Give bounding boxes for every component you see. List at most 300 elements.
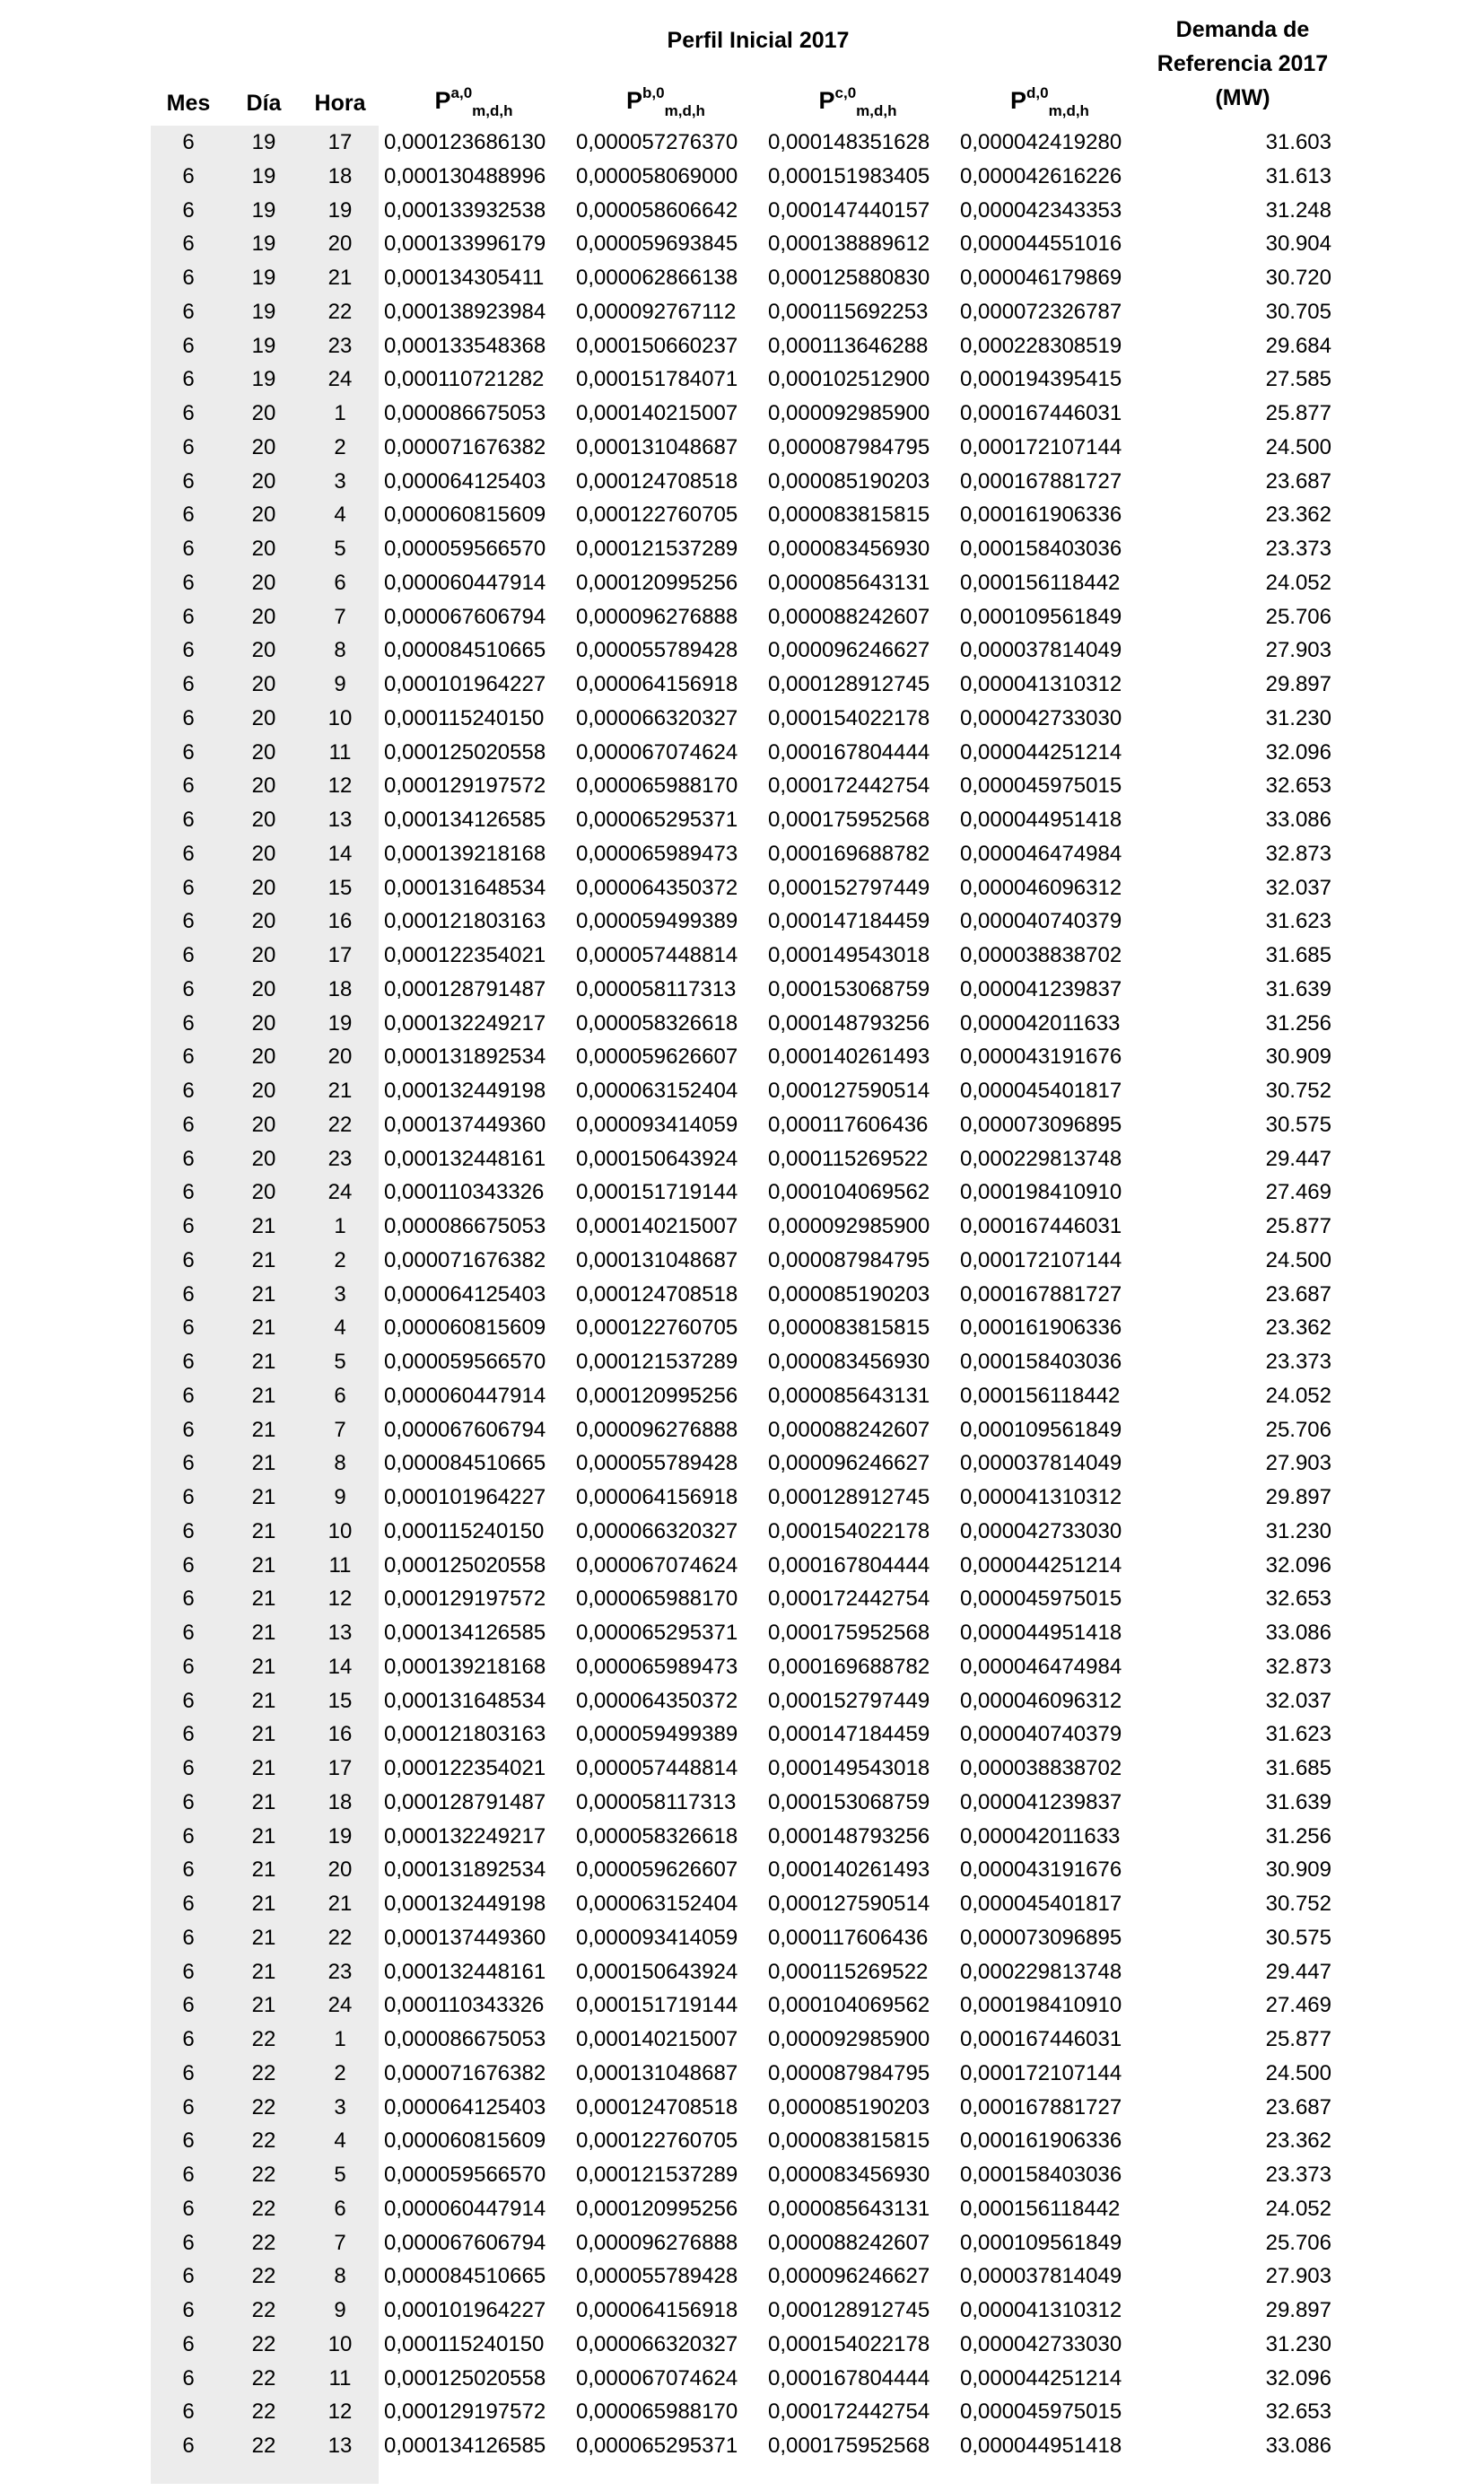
cell-pd: 0,000046096312 [960,875,1122,900]
cell-mes: 6 [182,1586,195,1612]
cell-mes: 6 [182,841,195,866]
cell-pd: 0,000229813748 [960,1146,1122,1171]
cell-pa: 0,000133548368 [384,333,546,358]
cell-pa: 0,000060447914 [384,2196,546,2221]
cell-demanda: 31.623 [1265,909,1331,934]
cell-pd: 0,000043191676 [960,1044,1122,1070]
table-row [0,126,1484,160]
cell-dia: 20 [251,1146,276,1171]
cell-dia: 20 [251,976,276,1001]
cell-pa: 0,000064125403 [384,2094,546,2120]
cell-pa: 0,000128791487 [384,976,546,1001]
cell-pd: 0,000109561849 [960,604,1122,629]
cell-dia: 21 [251,1993,276,2018]
cell-mes: 6 [182,570,195,595]
cell-dia: 19 [251,367,276,392]
cell-pa: 0,000137449360 [384,1925,546,1950]
cell-pb: 0,000067074624 [576,1552,738,1578]
cell-demanda: 23.373 [1265,537,1331,561]
cell-hora: 22 [327,1925,353,1950]
cell-pd: 0,000073096895 [960,1112,1122,1137]
cell-pa: 0,000084510665 [384,1451,546,1476]
cell-mes: 6 [182,1654,195,1679]
cell-pd: 0,000109561849 [960,1417,1122,1442]
cell-dia: 20 [251,672,276,696]
cell-pa: 0,000128791487 [384,1789,546,1814]
cell-pa: 0,000121803163 [384,1722,546,1747]
cell-demanda: 32.873 [1265,841,1331,866]
cell-pa: 0,000059566570 [384,2163,546,2187]
cell-hora: 5 [334,537,346,561]
cell-dia: 22 [251,2264,276,2289]
cell-pc: 0,000172442754 [768,774,930,799]
cell-demanda: 29.897 [1265,2298,1331,2322]
table-row [0,1921,1484,1955]
cell-pc: 0,000140261493 [768,1044,930,1070]
cell-dia: 21 [251,1417,276,1442]
cell-pb: 0,000124708518 [576,1281,738,1307]
cell-pd: 0,000044251214 [960,2365,1122,2390]
cell-pc: 0,000154022178 [768,705,930,730]
cell-dia: 19 [251,197,276,223]
cell-pa: 0,000086675053 [384,1214,546,1238]
cell-demanda: 31.623 [1265,1722,1331,1747]
cell-mes: 6 [182,943,195,967]
cell-pb: 0,000058326618 [576,1823,738,1849]
cell-pa: 0,000138923984 [384,299,546,324]
cell-hora: 14 [327,1654,353,1679]
cell-dia: 20 [251,1180,276,1205]
cell-mes: 6 [182,2094,195,2120]
table-row [0,431,1484,465]
cell-demanda: 31.639 [1265,1789,1331,1814]
cell-hora: 13 [327,808,353,832]
cell-hora: 16 [327,1722,353,1747]
cell-pd: 0,000198410910 [960,1993,1122,2018]
cell-pc: 0,000096246627 [768,1451,930,1476]
cell-pd: 0,000044251214 [960,739,1122,765]
cell-demanda: 31.685 [1265,1756,1331,1780]
cell-pd: 0,000158403036 [960,1350,1122,1374]
cell-pa: 0,000115240150 [384,705,545,730]
cell-pc: 0,000167804444 [768,2365,930,2390]
cell-demanda: 32.653 [1265,1586,1331,1612]
cell-pa: 0,000071676382 [384,434,546,459]
cell-pb: 0,000055789428 [576,638,738,663]
cell-mes: 6 [182,705,195,730]
cell-pd: 0,000156118442 [960,1383,1121,1408]
table-row [0,397,1484,431]
cell-mes: 6 [182,909,195,934]
table-row [0,1108,1484,1142]
cell-pc: 0,000128912745 [768,672,930,696]
cell-pd: 0,000172107144 [960,1247,1122,1272]
cell-pa: 0,000067606794 [384,2230,546,2255]
table-row [0,668,1484,702]
cell-pd: 0,000046179869 [960,266,1122,290]
cell-hora: 12 [327,2399,353,2425]
cell-hora: 18 [327,163,353,188]
cell-hora: 11 [328,739,352,765]
table-row [0,1007,1484,1041]
table-row [0,905,1484,939]
cell-pb: 0,000092767112 [576,299,737,324]
cell-dia: 21 [251,1451,276,1476]
table-row [0,363,1484,397]
cell-hora: 12 [327,1586,353,1612]
cell-pb: 0,000120995256 [576,570,738,595]
cell-pb: 0,000063152404 [576,1892,738,1916]
cell-mes: 6 [182,130,195,154]
table-row [0,1820,1484,1854]
cell-demanda: 31.685 [1265,943,1331,967]
cell-pa: 0,000133996179 [384,232,546,257]
cell-pd: 0,000072326787 [960,299,1122,324]
cell-pb: 0,000066320327 [576,705,738,730]
cell-mes: 6 [182,1146,195,1171]
cell-pa: 0,000129197572 [384,1586,546,1612]
cell-hora: 7 [334,2230,346,2255]
cell-dia: 20 [251,503,276,528]
cell-mes: 6 [182,1247,195,1272]
table-row [0,1853,1484,1887]
cell-pb: 0,000122760705 [576,1315,738,1341]
cell-pb: 0,000121537289 [576,2163,738,2187]
cell-dia: 22 [251,2298,276,2322]
cell-demanda: 31.639 [1265,976,1331,1001]
cell-pc: 0,000092985900 [768,1214,930,1238]
cell-dia: 21 [251,1383,276,1408]
cell-pb: 0,000058069000 [576,163,738,188]
cell-dia: 20 [251,434,276,459]
cell-mes: 6 [182,1417,195,1442]
cell-dia: 20 [251,808,276,832]
table-row [0,973,1484,1007]
cell-dia: 21 [251,1552,276,1578]
cell-dia: 22 [251,2399,276,2425]
cell-dia: 21 [251,1350,276,1374]
table-row [0,2226,1484,2260]
cell-demanda: 24.052 [1265,570,1331,595]
cell-dia: 20 [251,909,276,934]
cell-pc: 0,000127590514 [768,1892,930,1916]
cell-pd: 0,000167446031 [960,2027,1122,2051]
cell-demanda: 32.873 [1265,1654,1331,1679]
cell-dia: 21 [251,1518,276,1543]
cell-pc: 0,000149543018 [768,943,930,967]
cell-hora: 4 [334,2128,346,2154]
cell-pb: 0,000096276888 [576,1417,738,1442]
cell-hora: 23 [327,1146,353,1171]
table-row [0,1311,1484,1345]
cell-dia: 19 [251,130,276,154]
cell-pa: 0,000125020558 [384,2365,546,2390]
table-row [0,2259,1484,2294]
cell-pb: 0,000120995256 [576,1383,738,1408]
cell-pc: 0,000115692253 [768,299,929,324]
cell-dia: 20 [251,570,276,595]
cell-pa: 0,000125020558 [384,739,546,765]
cell-demanda: 23.362 [1265,2128,1331,2154]
cell-pc: 0,000127590514 [768,1079,930,1103]
cell-pb: 0,000151784071 [576,367,738,392]
cell-pd: 0,000109561849 [960,2230,1122,2255]
cell-dia: 21 [251,1281,276,1307]
cell-pd: 0,000040740379 [960,909,1122,934]
cell-mes: 6 [182,367,195,392]
cell-demanda: 33.086 [1265,2434,1331,2458]
table-row [0,1413,1484,1447]
group-header: Perfil Inicial 2017 [667,28,850,53]
cell-hora: 11 [328,1552,352,1578]
cell-pc: 0,000169688782 [768,1654,930,1679]
table-row [0,1176,1484,1210]
cell-pc: 0,000138889612 [768,232,930,257]
cell-hora: 8 [334,638,346,663]
cell-dia: 20 [251,1010,276,1036]
cell-pa: 0,000084510665 [384,2264,546,2289]
cell-pc: 0,000083815815 [768,2128,930,2154]
cell-mes: 6 [182,2027,195,2051]
cell-pd: 0,000038838702 [960,943,1122,967]
cell-pc: 0,000169688782 [768,841,930,866]
cell-pa: 0,000132449198 [384,1079,546,1103]
cell-mes: 6 [182,808,195,832]
cell-pa: 0,000067606794 [384,1417,546,1442]
cell-demanda: 25.706 [1265,2230,1331,2255]
cell-pc: 0,000148793256 [768,1010,930,1036]
cell-hora: 17 [327,943,353,967]
cell-hora: 5 [334,1350,346,1374]
cell-pd: 0,000040740379 [960,1722,1122,1747]
cell-pa: 0,000101964227 [384,1485,546,1509]
demand-header-line2: Referencia 2017 [1157,51,1329,76]
cell-demanda: 27.585 [1265,367,1331,392]
cell-pa: 0,000060815609 [384,1315,546,1341]
cell-demanda: 24.500 [1265,434,1331,459]
cell-pb: 0,000140215007 [576,2027,738,2051]
cell-dia: 20 [251,604,276,629]
cell-pc: 0,000096246627 [768,638,930,663]
table-row [0,160,1484,194]
cell-dia: 22 [251,2027,276,2051]
cell-pb: 0,000093414059 [576,1925,738,1950]
cell-pd: 0,000037814049 [960,638,1122,663]
cell-demanda: 25.706 [1265,604,1331,629]
cell-demanda: 27.903 [1265,1451,1331,1476]
cell-hora: 3 [334,468,346,494]
cell-pc: 0,000115269522 [768,1146,929,1171]
cell-pd: 0,000044951418 [960,808,1122,832]
cell-pd: 0,000037814049 [960,1451,1122,1476]
cell-demanda: 32.096 [1265,739,1331,765]
cell-pc: 0,000175952568 [768,2434,930,2458]
cell-pa: 0,000132448161 [384,1146,546,1171]
cell-pd: 0,000161906336 [960,503,1122,528]
cell-demanda: 31.613 [1265,163,1331,188]
cell-mes: 6 [182,1112,195,1137]
cell-dia: 22 [251,2434,276,2458]
cell-pb: 0,000124708518 [576,2094,738,2120]
cell-demanda: 31.256 [1265,1010,1331,1036]
cell-pc: 0,000115269522 [768,1959,929,1984]
cell-dia: 22 [251,2331,276,2356]
cell-pa: 0,000122354021 [384,943,546,967]
cell-demanda: 32.096 [1265,1552,1331,1578]
cell-mes: 6 [182,2196,195,2221]
table-row [0,2124,1484,2158]
cell-pa: 0,000134126585 [384,1621,546,1645]
cell-mes: 6 [182,976,195,1001]
cell-demanda: 23.362 [1265,503,1331,528]
cell-pc: 0,000125880830 [768,266,930,290]
cell-pa: 0,000071676382 [384,2060,546,2085]
cell-pa: 0,000131892534 [384,1857,546,1883]
demand-header-line1: Demanda de [1175,17,1310,42]
cell-mes: 6 [182,774,195,799]
table-row [0,1515,1484,1549]
cell-pd: 0,000041310312 [960,1485,1122,1509]
cell-hora: 22 [327,1112,353,1137]
table-row [0,1616,1484,1650]
demand-header [1139,13,1346,115]
cell-demanda: 25.877 [1265,401,1331,425]
cell-pa: 0,000110721282 [384,367,545,392]
cell-pb: 0,000140215007 [576,401,738,425]
cell-hora: 14 [327,841,353,866]
cell-hora: 23 [327,1959,353,1984]
table-row [0,566,1484,600]
table-row [0,1549,1484,1583]
cell-pd: 0,000044251214 [960,1552,1122,1578]
cell-pd: 0,000167881727 [960,468,1122,494]
cell-pb: 0,000065988170 [576,2399,738,2425]
cell-hora: 9 [334,2298,346,2322]
cell-pd: 0,000044551016 [960,232,1122,257]
cell-mes: 6 [182,1993,195,2018]
cell-demanda: 30.909 [1265,1044,1331,1070]
cell-dia: 21 [251,1892,276,1916]
cell-dia: 20 [251,1044,276,1070]
table-row [0,2429,1484,2463]
cell-demanda: 27.903 [1265,638,1331,663]
cell-pc: 0,000148351628 [768,130,930,154]
cell-pa: 0,000086675053 [384,401,546,425]
cell-pd: 0,000045401817 [960,1892,1122,1916]
cell-dia: 22 [251,2060,276,2085]
cell-pc: 0,000083456930 [768,2163,930,2187]
cell-pa: 0,000060447914 [384,570,546,595]
cell-pd: 0,000042011633 [960,1010,1121,1036]
table-row [0,803,1484,837]
table-row [0,227,1484,261]
cell-pc: 0,000152797449 [768,875,930,900]
cell-mes: 6 [182,1383,195,1408]
cell-pb: 0,000131048687 [576,1247,738,1272]
cell-hora: 24 [327,367,353,392]
cell-pb: 0,000065295371 [576,1621,738,1645]
cell-pd: 0,000158403036 [960,2163,1122,2187]
cell-pb: 0,000064156918 [576,1485,738,1509]
cell-pb: 0,000124708518 [576,468,738,494]
cell-pd: 0,000172107144 [960,2060,1122,2085]
cell-hora: 13 [327,1621,353,1645]
cell-pb: 0,000065295371 [576,808,738,832]
cell-hora: 22 [327,299,353,324]
cell-demanda: 23.687 [1265,1281,1331,1307]
cell-pa: 0,000131892534 [384,1044,546,1070]
cell-mes: 6 [182,1451,195,1476]
cell-dia: 20 [251,875,276,900]
cell-pa: 0,000122354021 [384,1756,546,1780]
cell-pb: 0,000059626607 [576,1857,738,1883]
cell-hora: 9 [334,672,346,696]
cell-dia: 21 [251,1857,276,1883]
table-row [0,1955,1484,1989]
cell-demanda: 23.687 [1265,2094,1331,2120]
cell-pb: 0,000120995256 [576,2196,738,2221]
cell-pa: 0,000115240150 [384,1518,545,1543]
cell-pc: 0,000147184459 [768,1722,930,1747]
cell-hora: 10 [327,2331,353,2356]
cell-pd: 0,000046096312 [960,1688,1122,1713]
cell-pa: 0,000125020558 [384,1552,546,1578]
table-row [0,1582,1484,1616]
cell-pc: 0,000152797449 [768,1688,930,1713]
cell-pc: 0,000154022178 [768,2331,930,2356]
cell-pb: 0,000122760705 [576,2128,738,2154]
cell-pa: 0,000134126585 [384,808,546,832]
cell-pc: 0,000148793256 [768,1823,930,1849]
cell-pb: 0,000093414059 [576,1112,738,1137]
cell-hora: 15 [327,875,353,900]
cell-demanda: 31.248 [1265,197,1331,223]
cell-pc: 0,000092985900 [768,401,930,425]
cell-pb: 0,000066320327 [576,1518,738,1543]
cell-hora: 1 [334,401,346,425]
cell-mes: 6 [182,537,195,561]
cell-mes: 6 [182,2331,195,2356]
cell-pd: 0,000045975015 [960,2399,1122,2425]
cell-pb: 0,000059499389 [576,1722,738,1747]
cell-pb: 0,000131048687 [576,2060,738,2085]
cell-demanda: 25.706 [1265,1417,1331,1442]
cell-mes: 6 [182,1044,195,1070]
col-header-pd: P$^{d,0}_{m,d,h}$ [1010,84,1089,119]
table-row [0,1752,1484,1786]
cell-hora: 24 [327,1180,353,1205]
cell-dia: 21 [251,1789,276,1814]
cell-pc: 0,000088242607 [768,604,930,629]
cell-demanda: 24.500 [1265,1247,1331,1272]
table-row [0,329,1484,363]
cell-mes: 6 [182,2264,195,2289]
cell-dia: 21 [251,1586,276,1612]
cell-pb: 0,000066320327 [576,2331,738,2356]
cell-pc: 0,000087984795 [768,2060,930,2085]
cell-dia: 21 [251,1485,276,1509]
cell-pb: 0,000096276888 [576,2230,738,2255]
cell-mes: 6 [182,1925,195,1950]
cell-dia: 20 [251,401,276,425]
cell-mes: 6 [182,1485,195,1509]
table-row [0,2362,1484,2396]
cell-pa: 0,000060447914 [384,1383,546,1408]
cell-dia: 22 [251,2196,276,2221]
cell-dia: 20 [251,739,276,765]
cell-mes: 6 [182,2128,195,2154]
cell-pc: 0,000102512900 [768,367,930,392]
